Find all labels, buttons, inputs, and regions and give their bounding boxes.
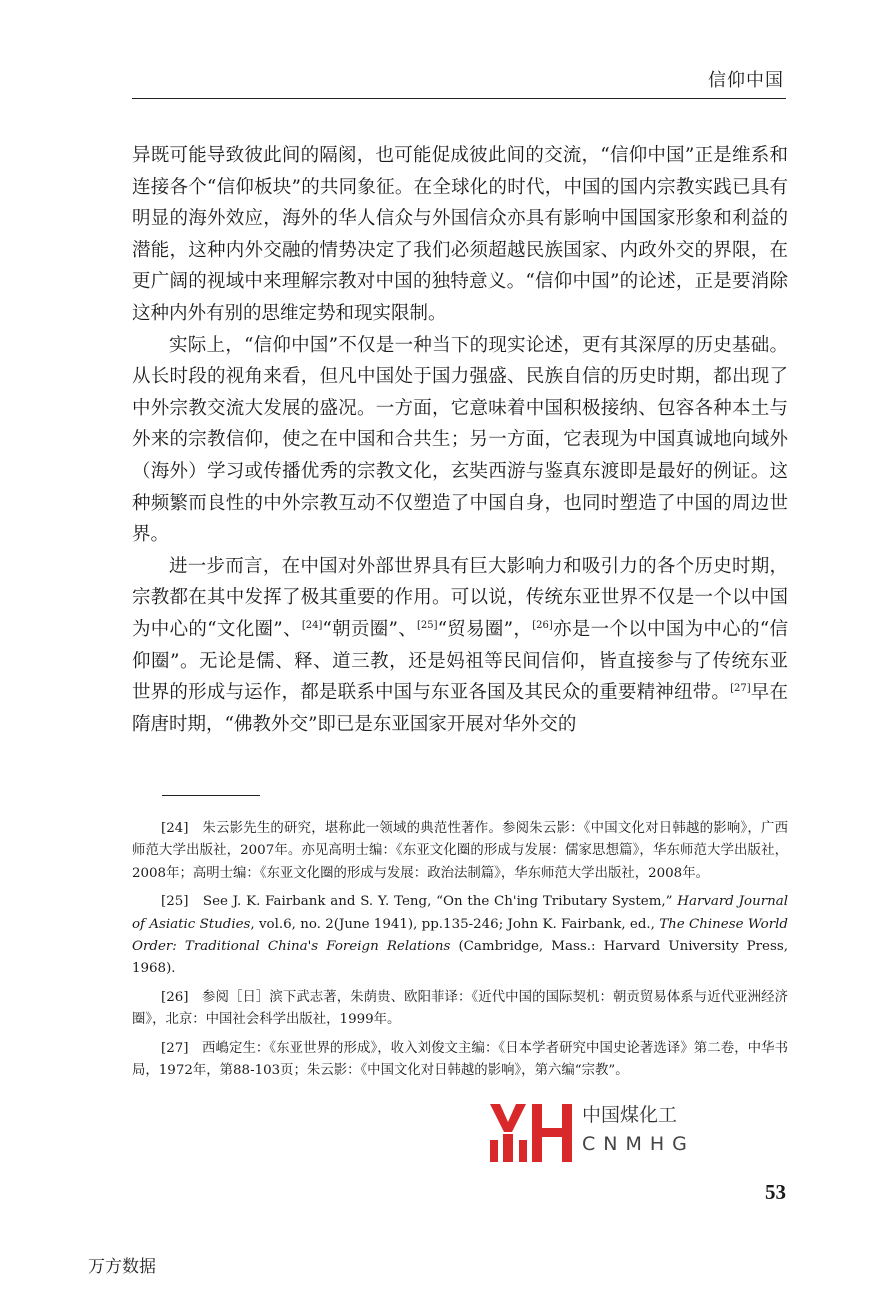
footnote-ref-26[interactable]: [26] <box>532 619 553 631</box>
footnote-25-text-a: [25] See J. K. Fairbank and S. Y. Teng, “On the Ch'ing Tributary System,” <box>161 894 678 910</box>
paragraph-3 <box>132 551 788 741</box>
footnote-25-text-e: (Cambridge, Mass.: Harvard University Press, 1968). <box>132 939 788 977</box>
bottom-logo: 万方数据 <box>88 1257 156 1277</box>
footnote-ref-25[interactable]: [25] <box>417 619 438 631</box>
watermark-logo-icon <box>488 1100 578 1164</box>
paragraph-3-text-a: 进一步而言，在中国对外部世界具有巨大影响力和吸引力的各个历史时期，宗教都在其中发挥了极其重要的作用。可以说，传统东亚世界不仅是一个以中国为中心的“文化圈”、 <box>132 555 788 640</box>
paragraph-3-text-d: 亦是一个以中国为中心的“信仰圈”。无论是儒、释、道三教，还是妈祖等民间信仰，皆直接参与了传统东亚世界的形成与运作，都是联系中国与东亚各国及其民众的重要精神纽带。 <box>132 618 789 704</box>
footnote-25 <box>132 891 788 981</box>
footnote-27: [27] 西嶋定生：《东亚世界的形成》，收入刘俊文主编：《日本学者研究中国史论著选译》第二卷，中华书局，1972年，第88-103页；朱云影：《中国文化对日韩越的影响》，第六编“宗教”。 <box>132 1040 788 1079</box>
footnote-25-text-c: , vol.6, no. 2(June 1941), pp.135-246; John K. Fairbank, ed., <box>250 916 660 932</box>
footnote-rule <box>162 795 260 796</box>
paragraph-1: 异既可能导致彼此间的隔阂，也可能促成彼此间的交流，“信仰中国”正是维系和连接各个“信仰板块”的共同象征。在全球化的时代，中国的国内宗教实践已具有明显的海外效应，海外的华人信众与外国信众亦具有影响中国国家形象和利益的潜能，这种内外交融的情势决定了我们必须超越民族国家、内政外交的界限，在更广阔的视域中来理解宗教对中国的独特意义。“信仰中国”的论述，正是要消除这种内外有别的思维定势和现实限制。 <box>132 145 788 324</box>
paragraph-3-text-e: 早在隋唐时期，“佛教外交”即已是东亚国家开展对华外交的 <box>132 682 788 735</box>
footnote-24: [24] 朱云影先生的研究，堪称此一领域的典范性著作。参阅朱云影：《中国文化对日韩越的影响》，广西师范大学出版社，2007年。亦见高明士编：《东亚文化圈的形成与发展：儒家思想篇》，华东师范大学出版社，2008年；高明士编：《东亚文化圈的形成与发展：政治法制篇》，华东师范大学出版社，2008年。 <box>132 821 788 881</box>
footnote-ref-27[interactable]: [27] <box>730 683 751 695</box>
paragraph-2: 实际上，“信仰中国”不仅是一种当下的现实论述，更有其深厚的历史基础。从长时段的视角来看，但凡中国处于国力强盛、民族自信的历史时期，都出现了中外宗教交流大发展的盛况。一方面，它意味着中国积极接纳、包容各种本土与外来的宗教信仰，使之在中国和合共生；另一方面，它表现为中国真诚地向域外（海外）学习或传播优秀的宗教文化，玄奘西游与鉴真东渡即是最好的例证。这种频繁而良性的中外宗教互动不仅塑造了中国自身，也同时塑造了中国的周边世界。 <box>132 334 788 546</box>
watermark-name-cn: 中国煤化工 <box>582 1104 678 1126</box>
watermark-name-en: CNMHG <box>582 1133 695 1155</box>
footnote-25-journal: Harvard Journal of Asiatic Studies <box>132 894 788 932</box>
paragraph-3-text-c: “贸易圈”， <box>437 618 533 640</box>
running-title: 信仰中国 <box>708 70 784 91</box>
footnotes <box>132 818 788 1088</box>
footnote-ref-24[interactable]: [24] <box>301 619 323 631</box>
footnote-25-book-title: The Chinese World Order: Traditional China's Foreign Relations <box>132 916 788 955</box>
header-rule <box>132 98 786 99</box>
footnote-26: [26] 参阅［日］滨下武志著，朱荫贵、欧阳菲译：《近代中国的国际契机：朝贡贸易体系与近代亚洲经济圈》，北京：中国社会科学出版社，1999年。 <box>132 989 788 1028</box>
paragraph-3-text-b: “朝贡圈”、 <box>322 618 418 640</box>
main-text <box>132 140 788 740</box>
watermark <box>488 1100 698 1164</box>
page-number: 53 <box>765 1180 786 1204</box>
